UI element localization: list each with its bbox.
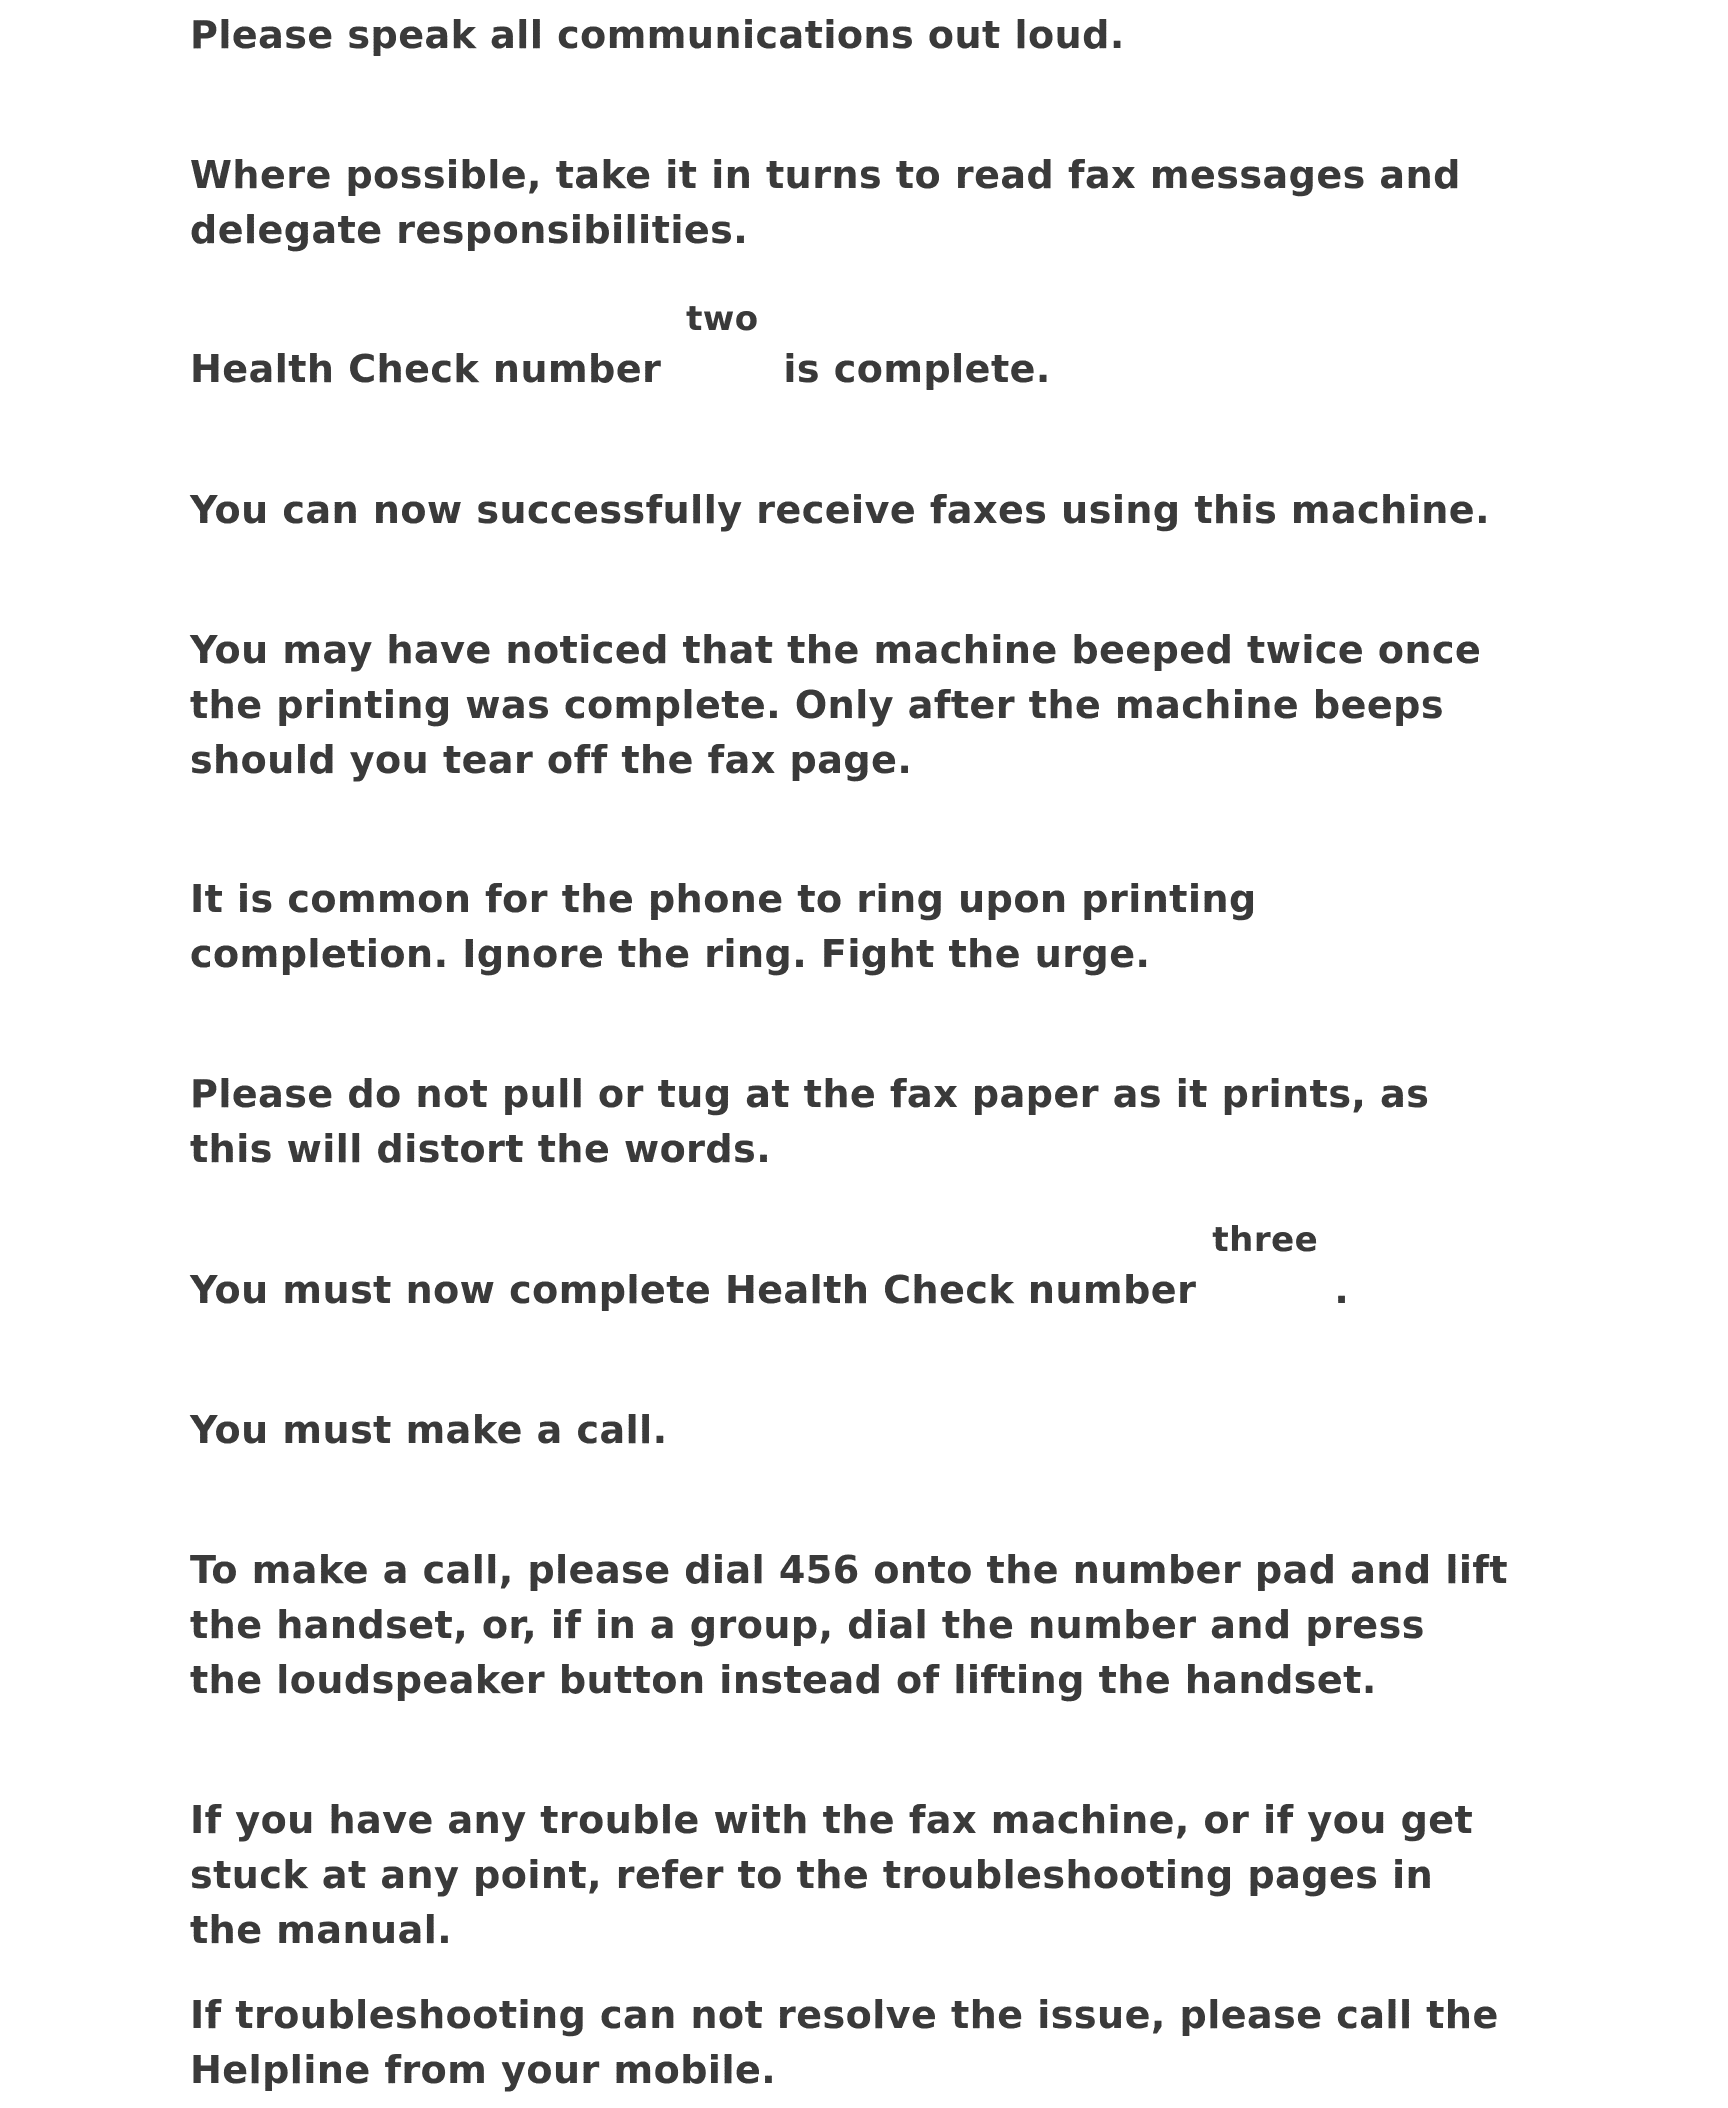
- beep-note: You may have noticed that the machine beeped twice once the printing was complete. Only after the machine beeps should you tear off the fax page.: [190, 623, 1510, 788]
- health-check-number-slot: [667, 299, 777, 397]
- make-call-instruction: You must make a call.: [190, 1403, 1510, 1458]
- health-check-three-suffix: .: [1334, 1268, 1350, 1312]
- helpline-note: If troubleshooting can not resolve the issue, please call the Helpline from your mobile.: [190, 1988, 1510, 2098]
- health-check-two-suffix: is complete.: [783, 347, 1051, 391]
- instruction-take-turns: Where possible, take it in turns to read fax messages and delegate responsibilities.: [190, 148, 1510, 258]
- dial-instructions: To make a call, please dial 456 onto the number pad and lift the handset, or, if in a group, dial the number and press the loudspeaker button instead of lifting the handset.: [190, 1543, 1510, 1708]
- instruction-speak-aloud: Please speak all communications out loud.: [190, 8, 1510, 63]
- health-check-number-three: three: [1200, 1223, 1330, 1257]
- health-check-two-complete: [190, 299, 1510, 397]
- health-check-number-slot: [1200, 1220, 1330, 1318]
- phone-ring-note: It is common for the phone to ring upon printing completion. Ignore the ring. Fight the urge.: [190, 872, 1510, 982]
- health-check-number-two: two: [667, 302, 777, 336]
- troubleshooting-note: If you have any trouble with the fax machine, or if you get stuck at any point, refer to the troubleshooting pages in the manual.: [190, 1793, 1510, 1958]
- receive-faxes-note: You can now successfully receive faxes using this machine.: [190, 483, 1510, 538]
- health-check-two-prefix: Health Check number: [190, 347, 662, 391]
- health-check-three-prefix: You must now complete Health Check number: [190, 1268, 1197, 1312]
- paper-pull-warning: Please do not pull or tug at the fax paper as it prints, as this will distort the words.: [190, 1067, 1510, 1177]
- health-check-three-instruction: [190, 1220, 1510, 1318]
